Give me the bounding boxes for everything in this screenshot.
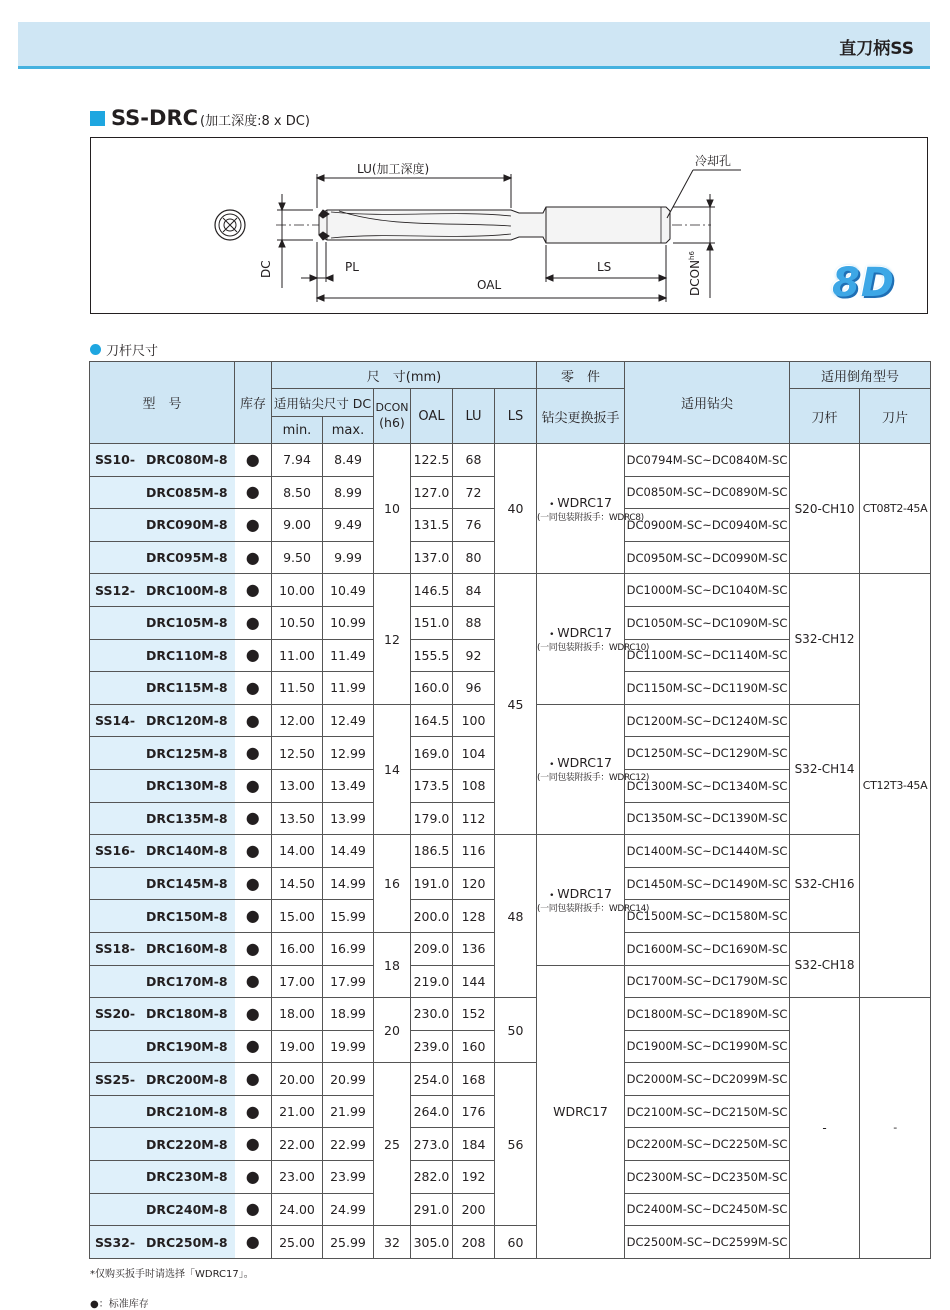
stock-mark: ● xyxy=(235,1193,272,1226)
dc-min: 16.00 xyxy=(272,932,323,965)
lu-value: 108 xyxy=(453,769,495,802)
col-chamfer: 适用倒角型号 xyxy=(790,362,931,389)
model-label: DRC160M-8 xyxy=(146,941,228,957)
shank-model: S32-CH18 xyxy=(790,932,860,997)
tip-range: DC1100M-SC~DC1140M-SC xyxy=(625,639,790,672)
ls-value: 60 xyxy=(495,1226,537,1259)
section-title xyxy=(90,106,310,130)
model-label: DRC140M-8 xyxy=(146,843,228,859)
oal-value: 160.0 xyxy=(411,672,453,705)
col-shank: 刀杆 xyxy=(790,389,860,444)
tool-diagram xyxy=(90,137,928,314)
stock-mark: ● xyxy=(235,932,272,965)
dc-min: 11.50 xyxy=(272,672,323,705)
oal-value: 209.0 xyxy=(411,932,453,965)
model-cell xyxy=(90,802,235,835)
dc-min: 24.00 xyxy=(272,1193,323,1226)
stock-mark: ● xyxy=(235,1128,272,1161)
dc-max: 14.49 xyxy=(323,835,374,868)
col-model: 型 号 xyxy=(90,362,235,444)
model-label: DRC120M-8 xyxy=(146,713,228,729)
oal-value: 219.0 xyxy=(411,965,453,998)
dcon-label: $DCON^{h6}$ xyxy=(688,251,702,296)
tip-range: DC2000M-SC~DC2099M-SC xyxy=(625,1063,790,1096)
wrench-note: (一同包装附扳手：WDRC12) xyxy=(537,773,650,784)
oal-value: 273.0 xyxy=(411,1128,453,1161)
wrench-note: (一同包装附扳手：WDRC10) xyxy=(537,643,650,654)
tip-range: DC2200M-SC~DC2250M-SC xyxy=(625,1128,790,1161)
dcon-value: 14 xyxy=(374,704,411,834)
lu-value: 136 xyxy=(453,932,495,965)
col-dc-range: 适用钻尖尺寸 DC xyxy=(272,389,374,417)
dc-max: 11.99 xyxy=(323,672,374,705)
oal-value: 254.0 xyxy=(411,1063,453,1096)
col-size: 尺 寸(mm) xyxy=(272,362,537,389)
stock-mark: ● xyxy=(235,1030,272,1063)
lu-value: 112 xyxy=(453,802,495,835)
model-label: DRC190M-8 xyxy=(146,1038,228,1054)
dcon-value: 16 xyxy=(374,835,411,933)
bullet-icon: • xyxy=(549,630,558,641)
model-label: DRC095M-8 xyxy=(146,550,228,566)
ls-value: 45 xyxy=(495,574,537,835)
model-cell xyxy=(90,541,235,574)
col-oal: OAL xyxy=(411,389,453,444)
model-cell xyxy=(90,1226,235,1259)
model-label: DRC250M-8 xyxy=(146,1234,228,1250)
dc-max: 13.99 xyxy=(323,802,374,835)
bullet-icon: • xyxy=(549,760,558,771)
model-cell xyxy=(90,509,235,542)
model-cell xyxy=(90,1193,235,1226)
oal-value: 131.5 xyxy=(411,509,453,542)
dc-min: 18.00 xyxy=(272,998,323,1031)
lu-value: 184 xyxy=(453,1128,495,1161)
oal-value: 155.5 xyxy=(411,639,453,672)
oal-value: 173.5 xyxy=(411,769,453,802)
dc-max: 9.49 xyxy=(323,509,374,542)
model-label: DRC110M-8 xyxy=(146,647,228,663)
dcon-value: 25 xyxy=(374,1063,411,1226)
wrench-cell xyxy=(537,965,625,1258)
dcon-value: 20 xyxy=(374,998,411,1063)
lu-value: 144 xyxy=(453,965,495,998)
tip-range: DC1050M-SC~DC1090M-SC xyxy=(625,606,790,639)
series-label: SS16- xyxy=(95,843,136,859)
dc-max: 20.99 xyxy=(323,1063,374,1096)
dc-max: 11.49 xyxy=(323,639,374,672)
col-dc-min: min. xyxy=(272,417,323,444)
series-label: SS20- xyxy=(95,1006,136,1022)
wrench-cell xyxy=(537,444,644,574)
dc-min: 15.00 xyxy=(272,900,323,933)
oal-value: 282.0 xyxy=(411,1161,453,1194)
dc-min: 12.00 xyxy=(272,704,323,737)
model-cell xyxy=(90,1063,235,1096)
model-cell xyxy=(90,835,235,868)
col-stock: 库存 xyxy=(235,362,272,444)
wrench-name xyxy=(537,625,624,640)
tip-range: DC2400M-SC~DC2450M-SC xyxy=(625,1193,790,1226)
section-subtitle: (加工深度:8 x DC) xyxy=(200,114,310,129)
tip-range: DC0900M-SC~DC0940M-SC xyxy=(625,509,790,542)
tip-range: DC1250M-SC~DC1290M-SC xyxy=(625,737,790,770)
model-cell xyxy=(90,476,235,509)
dc-min: 17.00 xyxy=(272,965,323,998)
col-lu: LU xyxy=(453,389,495,444)
model-cell xyxy=(90,900,235,933)
model-label: DRC115M-8 xyxy=(146,680,228,696)
oal-value: 305.0 xyxy=(411,1226,453,1259)
model-cell xyxy=(90,867,235,900)
tip-range: DC2100M-SC~DC2150M-SC xyxy=(625,1095,790,1128)
wrench-name xyxy=(537,495,624,510)
model-cell xyxy=(90,737,235,770)
oal-value: 191.0 xyxy=(411,867,453,900)
series-label: SS32- xyxy=(95,1234,136,1250)
oal-value: 239.0 xyxy=(411,1030,453,1063)
dc-min: 13.50 xyxy=(272,802,323,835)
dc-max: 22.99 xyxy=(323,1128,374,1161)
model-cell xyxy=(90,932,235,965)
insert-model: CT12T3-45A xyxy=(860,574,931,998)
model-label: DRC105M-8 xyxy=(146,615,228,631)
dc-min: 14.00 xyxy=(272,835,323,868)
lu-value: 160 xyxy=(453,1030,495,1063)
lu-value: 68 xyxy=(453,444,495,477)
tip-range: DC1900M-SC~DC1990M-SC xyxy=(625,1030,790,1063)
dc-min: 9.50 xyxy=(272,541,323,574)
stock-mark: ● xyxy=(235,900,272,933)
stock-mark: ● xyxy=(235,1063,272,1096)
tip-range: DC0794M-SC~DC0840M-SC xyxy=(625,444,790,477)
page-title: 直刀柄SS xyxy=(839,39,914,59)
oal-value: 151.0 xyxy=(411,606,453,639)
oal-value: 186.5 xyxy=(411,835,453,868)
bullet-icon: • xyxy=(549,890,558,901)
table-title: 刀杆尺寸 xyxy=(90,340,158,359)
wrench-cell xyxy=(537,574,650,704)
dc-max: 17.99 xyxy=(323,965,374,998)
wrench-main-text: WDRC17 xyxy=(557,625,612,641)
dc-min: 19.00 xyxy=(272,1030,323,1063)
shank-model: S32-CH12 xyxy=(790,574,860,704)
model-cell xyxy=(90,1095,235,1128)
ls-label: LS xyxy=(597,260,612,274)
dc-max: 15.99 xyxy=(323,900,374,933)
stock-mark: ● xyxy=(235,1161,272,1194)
stock-mark: ● xyxy=(235,802,272,835)
stock-mark: ● xyxy=(235,1095,272,1128)
col-ls: LS xyxy=(495,389,537,444)
section-name: SS-DRC xyxy=(111,106,199,130)
tip-range: DC1300M-SC~DC1340M-SC xyxy=(625,769,790,802)
lu-value: 200 xyxy=(453,1193,495,1226)
wrench-main-text: WDRC17 xyxy=(553,1104,608,1120)
dc-max: 19.99 xyxy=(323,1030,374,1063)
dc-max: 13.49 xyxy=(323,769,374,802)
dc-min: 7.94 xyxy=(272,444,323,477)
stock-legend: ●：标准库存 xyxy=(90,1299,149,1310)
dc-label: DC xyxy=(259,260,273,278)
ls-value: 48 xyxy=(495,835,537,998)
dc-max: 10.99 xyxy=(323,606,374,639)
lu-value: 76 xyxy=(453,509,495,542)
stock-mark: ● xyxy=(235,444,272,477)
model-label: DRC080M-8 xyxy=(146,452,228,468)
insert-model: CT08T2-45A xyxy=(860,444,931,574)
col-dc-max: max. xyxy=(323,417,374,444)
table-row xyxy=(90,444,931,477)
model-cell xyxy=(90,704,235,737)
stock-mark: ● xyxy=(235,1226,272,1259)
stock-mark: ● xyxy=(235,769,272,802)
coolant-hole-label: 冷却孔 xyxy=(695,154,732,168)
model-label: DRC125M-8 xyxy=(146,745,228,761)
model-label: DRC180M-8 xyxy=(146,1006,228,1022)
footnote: *仅购买扳手时请选择「WDRC17」。 xyxy=(90,1269,254,1280)
col-wrench: 钻尖更换扳手 xyxy=(537,389,625,444)
lu-value: 104 xyxy=(453,737,495,770)
dc-max: 16.99 xyxy=(323,932,374,965)
oal-value: 200.0 xyxy=(411,900,453,933)
table-row xyxy=(90,574,931,607)
square-bullet-icon xyxy=(90,111,105,126)
series-label: SS25- xyxy=(95,1071,136,1087)
lu-value: 92 xyxy=(453,639,495,672)
wrench-main-text: WDRC17 xyxy=(557,494,612,510)
dc-max: 8.49 xyxy=(323,444,374,477)
lu-value: 88 xyxy=(453,606,495,639)
dc-min: 21.00 xyxy=(272,1095,323,1128)
lu-value: 208 xyxy=(453,1226,495,1259)
stock-mark: ● xyxy=(235,574,272,607)
model-cell xyxy=(90,1030,235,1063)
shank-model: - xyxy=(790,998,860,1259)
stock-mark: ● xyxy=(235,672,272,705)
dcon-value: 10 xyxy=(374,444,411,574)
dc-max: 14.99 xyxy=(323,867,374,900)
ls-value: 40 xyxy=(495,444,537,574)
tip-range: DC1500M-SC~DC1580M-SC xyxy=(625,900,790,933)
dc-min: 10.00 xyxy=(272,574,323,607)
oal-value: 146.5 xyxy=(411,574,453,607)
tip-range: DC1600M-SC~DC1690M-SC xyxy=(625,932,790,965)
stock-mark: ● xyxy=(235,704,272,737)
lu-value: 192 xyxy=(453,1161,495,1194)
lu-value: 120 xyxy=(453,867,495,900)
tip-range: DC1800M-SC~DC1890M-SC xyxy=(625,998,790,1031)
col-dcon: DCON (h6) xyxy=(374,389,411,444)
wrench-cell xyxy=(537,704,650,834)
stock-mark: ● xyxy=(235,639,272,672)
stock-mark: ● xyxy=(235,606,272,639)
model-label: DRC170M-8 xyxy=(146,973,228,989)
ls-value: 50 xyxy=(495,998,537,1063)
tip-range: DC1000M-SC~DC1040M-SC xyxy=(625,574,790,607)
insert-model: - xyxy=(860,998,931,1259)
ls-value: 56 xyxy=(495,1063,537,1226)
model-cell xyxy=(90,444,235,477)
model-cell xyxy=(90,769,235,802)
stock-mark: ● xyxy=(235,737,272,770)
wrench-main-text: WDRC17 xyxy=(557,885,612,901)
dcon-value: 12 xyxy=(374,574,411,704)
dc-max: 10.49 xyxy=(323,574,374,607)
model-cell xyxy=(90,965,235,998)
dcon-value: 18 xyxy=(374,932,411,997)
dc-min: 23.00 xyxy=(272,1161,323,1194)
lu-value: 80 xyxy=(453,541,495,574)
lu-value: 116 xyxy=(453,835,495,868)
model-label: DRC240M-8 xyxy=(146,1201,228,1217)
model-label: DRC220M-8 xyxy=(146,1136,228,1152)
tip-range: DC0950M-SC~DC0990M-SC xyxy=(625,541,790,574)
series-label: SS12- xyxy=(95,582,136,598)
lu-value: 176 xyxy=(453,1095,495,1128)
lu-value: 96 xyxy=(453,672,495,705)
dc-max: 12.49 xyxy=(323,704,374,737)
dc-max: 23.99 xyxy=(323,1161,374,1194)
dc-min: 20.00 xyxy=(272,1063,323,1096)
wrench-name xyxy=(537,886,624,901)
tip-range: DC1400M-SC~DC1440M-SC xyxy=(625,835,790,868)
wrench-note: (一同包装附扳手：WDRC8) xyxy=(537,512,644,523)
oal-value: 179.0 xyxy=(411,802,453,835)
model-cell xyxy=(90,574,235,607)
lu-value: 100 xyxy=(453,704,495,737)
model-label: DRC230M-8 xyxy=(146,1169,228,1185)
lu-value: 72 xyxy=(453,476,495,509)
shank-model: S32-CH14 xyxy=(790,704,860,834)
oal-value: 122.5 xyxy=(411,444,453,477)
oal-value: 291.0 xyxy=(411,1193,453,1226)
dc-max: 21.99 xyxy=(323,1095,374,1128)
oal-label: OAL xyxy=(477,278,502,292)
tip-range: DC1700M-SC~DC1790M-SC xyxy=(625,965,790,998)
table-row xyxy=(90,998,931,1031)
wrench-name xyxy=(537,1104,624,1119)
dc-min: 9.00 xyxy=(272,509,323,542)
oal-value: 264.0 xyxy=(411,1095,453,1128)
dc-min: 8.50 xyxy=(272,476,323,509)
model-cell xyxy=(90,1128,235,1161)
stock-mark: ● xyxy=(235,476,272,509)
dc-max: 8.99 xyxy=(323,476,374,509)
model-cell xyxy=(90,606,235,639)
tip-range: DC2300M-SC~DC2350M-SC xyxy=(625,1161,790,1194)
wrench-name xyxy=(537,755,624,770)
lu-value: 152 xyxy=(453,998,495,1031)
spec-table-body xyxy=(90,444,931,1259)
model-label: DRC200M-8 xyxy=(146,1071,228,1087)
dc-max: 18.99 xyxy=(323,998,374,1031)
table-row xyxy=(90,835,931,868)
tip-range: DC1200M-SC~DC1240M-SC xyxy=(625,704,790,737)
dc-min: 25.00 xyxy=(272,1226,323,1259)
oal-value: 164.5 xyxy=(411,704,453,737)
stock-mark: ● xyxy=(235,509,272,542)
lu-value: 84 xyxy=(453,574,495,607)
dc-min: 11.00 xyxy=(272,639,323,672)
lu-value: 168 xyxy=(453,1063,495,1096)
dc-max: 25.99 xyxy=(323,1226,374,1259)
model-cell xyxy=(90,672,235,705)
wrench-cell xyxy=(537,835,650,965)
col-tip: 适用钻尖 xyxy=(625,362,790,444)
stock-mark: ● xyxy=(235,998,272,1031)
series-label: SS10- xyxy=(95,452,136,468)
dc-min: 10.50 xyxy=(272,606,323,639)
model-label: DRC090M-8 xyxy=(146,517,228,533)
dc-max: 24.99 xyxy=(323,1193,374,1226)
dc-min: 12.50 xyxy=(272,737,323,770)
dcon-value: 32 xyxy=(374,1226,411,1259)
shank-model: S32-CH16 xyxy=(790,835,860,933)
tip-range: DC1450M-SC~DC1490M-SC xyxy=(625,867,790,900)
bullet-icon: • xyxy=(549,499,558,510)
drill-drawing xyxy=(91,138,929,315)
8d-badge: 8D xyxy=(832,260,896,306)
col-insert: 刀片 xyxy=(860,389,931,444)
stock-mark: ● xyxy=(235,835,272,868)
tip-range: DC1150M-SC~DC1190M-SC xyxy=(625,672,790,705)
model-label: DRC150M-8 xyxy=(146,908,228,924)
stock-mark: ● xyxy=(235,867,272,900)
model-label: DRC130M-8 xyxy=(146,778,228,794)
wrench-note: (一同包装附扳手：WDRC14) xyxy=(537,903,650,914)
model-label: DRC085M-8 xyxy=(146,484,228,500)
dc-max: 9.99 xyxy=(323,541,374,574)
header-band xyxy=(18,22,930,69)
series-label: SS14- xyxy=(95,713,136,729)
model-label: DRC145M-8 xyxy=(146,876,228,892)
dc-min: 14.50 xyxy=(272,867,323,900)
lu-value: 128 xyxy=(453,900,495,933)
model-cell xyxy=(90,639,235,672)
model-label: DRC210M-8 xyxy=(146,1104,228,1120)
oal-value: 137.0 xyxy=(411,541,453,574)
lu-label: LU(加工深度) xyxy=(357,162,430,176)
model-label: DRC100M-8 xyxy=(146,582,228,598)
model-cell xyxy=(90,998,235,1031)
model-label: DRC135M-8 xyxy=(146,810,228,826)
model-cell xyxy=(90,1161,235,1194)
dc-max: 12.99 xyxy=(323,737,374,770)
circle-bullet-icon xyxy=(90,344,101,355)
spec-table xyxy=(89,361,931,1259)
tip-range: DC2500M-SC~DC2599M-SC xyxy=(625,1226,790,1259)
oal-value: 127.0 xyxy=(411,476,453,509)
series-label: SS18- xyxy=(95,941,136,957)
shank-model: S20-CH10 xyxy=(790,444,860,574)
stock-mark: ● xyxy=(235,965,272,998)
dc-min: 22.00 xyxy=(272,1128,323,1161)
wrench-main-text: WDRC17 xyxy=(557,755,612,771)
oal-value: 169.0 xyxy=(411,737,453,770)
tip-range: DC0850M-SC~DC0890M-SC xyxy=(625,476,790,509)
oal-value: 230.0 xyxy=(411,998,453,1031)
pl-label: PL xyxy=(345,260,359,274)
dc-min: 13.00 xyxy=(272,769,323,802)
tip-range: DC1350M-SC~DC1390M-SC xyxy=(625,802,790,835)
col-parts: 零 件 xyxy=(537,362,625,389)
stock-mark: ● xyxy=(235,541,272,574)
